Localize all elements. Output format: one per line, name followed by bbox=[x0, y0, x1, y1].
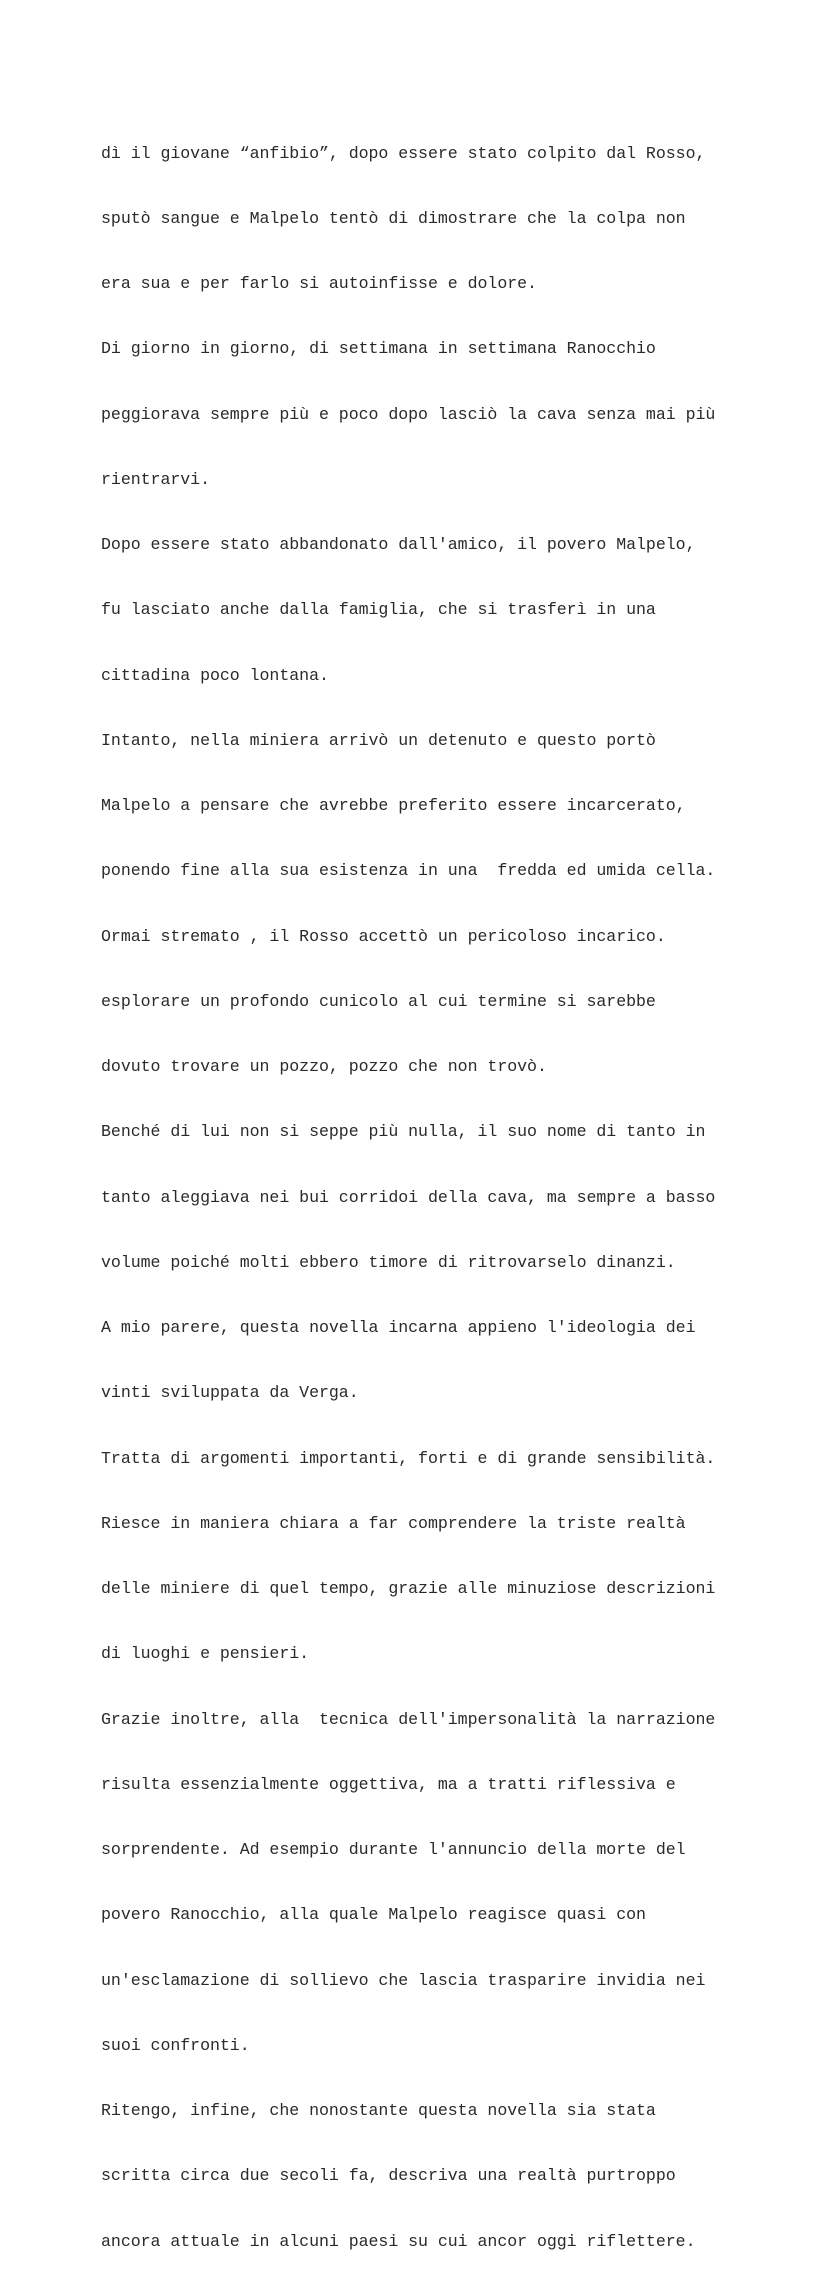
text-line: esplorare un profondo cunicolo al cui termine si sarebbe bbox=[101, 991, 656, 1011]
text-line: suoi confronti. bbox=[101, 2035, 250, 2055]
text-line: Tratta di argomenti importanti, forti e di grande sensibilità. bbox=[101, 1448, 716, 1468]
text-line: era sua e per farlo si autoinfisse e dolore. bbox=[101, 274, 537, 293]
text-line: Intanto, nella miniera arrivò un detenuto e questo portò bbox=[101, 730, 656, 750]
text-line: Dopo essere stato abbandonato dall'amico, il povero Malpelo, bbox=[101, 535, 696, 554]
text-line: dovuto trovare un pozzo, pozzo che non trovò. bbox=[101, 1057, 547, 1076]
text-line: Di giorno in giorno, di settimana in settimana Ranocchio bbox=[101, 339, 656, 359]
text-line: sputò sangue e Malpelo tentò di dimostrare che la colpa non bbox=[101, 208, 686, 228]
text-line: Riesce in maniera chiara a far comprendere la triste realtà bbox=[101, 1513, 686, 1533]
text-line: ancora attuale in alcuni paesi su cui ancor oggi riflettere. bbox=[101, 2231, 696, 2251]
text-line: povero Ranocchio, alla quale Malpelo reagisce quasi con bbox=[101, 1905, 646, 1925]
text-line: volume poiché molti ebbero timore di ritrovarselo dinanzi. bbox=[101, 1252, 676, 1272]
text-line: di luoghi e pensieri. bbox=[101, 1644, 310, 1664]
text-line: delle miniere di quel tempo, grazie alle minuziose descrizioni bbox=[101, 1579, 716, 1598]
text-line: un'esclamazione di sollievo che lascia trasparire invidia nei bbox=[101, 1970, 706, 1990]
text-line: tanto aleggiava nei bui corridoi della cava, ma sempre a basso bbox=[101, 1187, 716, 1207]
text-line: rientrarvi. bbox=[101, 469, 210, 489]
text-line: Benché di lui non si seppe più nulla, il suo nome di tanto in bbox=[101, 1122, 706, 1142]
text-line: scritta circa due secoli fa, descriva una realtà purtroppo bbox=[101, 2166, 676, 2186]
text-line: ponendo fine alla sua esistenza in una fredda ed umida cella. bbox=[101, 861, 716, 881]
text-line: sorprendente. Ad esempio durante l'annuncio della morte del bbox=[101, 1840, 686, 1859]
text-line: Malpelo a pensare che avrebbe preferito essere incarcerato, bbox=[101, 796, 686, 815]
text-line: peggiorava sempre più e poco dopo lasciò la cava senza mai più bbox=[101, 404, 716, 424]
text-line: risulta essenzialmente oggettiva, ma a tratti riflessiva e bbox=[101, 1774, 676, 1794]
text-line: A mio parere, questa novella incarna appieno l'ideologia dei bbox=[101, 1318, 696, 1337]
text-line: cittadina poco lontana. bbox=[101, 665, 329, 685]
text-line: dì il giovane “anfibio”, dopo essere stato colpito dal Rosso, bbox=[101, 143, 706, 163]
document-text bbox=[101, 99, 761, 2296]
text-line: Ormai stremato , il Rosso accettò un pericoloso incarico. bbox=[101, 926, 666, 946]
text-line: Grazie inoltre, alla tecnica dell'impersonalità la narrazione bbox=[101, 1709, 716, 1729]
text-line: fu lasciato anche dalla famiglia, che si trasferì in una bbox=[101, 600, 656, 620]
text-line: Ritengo, infine, che nonostante questa novella sia stata bbox=[101, 2101, 656, 2120]
text-line: vinti sviluppata da Verga. bbox=[101, 1383, 359, 1403]
